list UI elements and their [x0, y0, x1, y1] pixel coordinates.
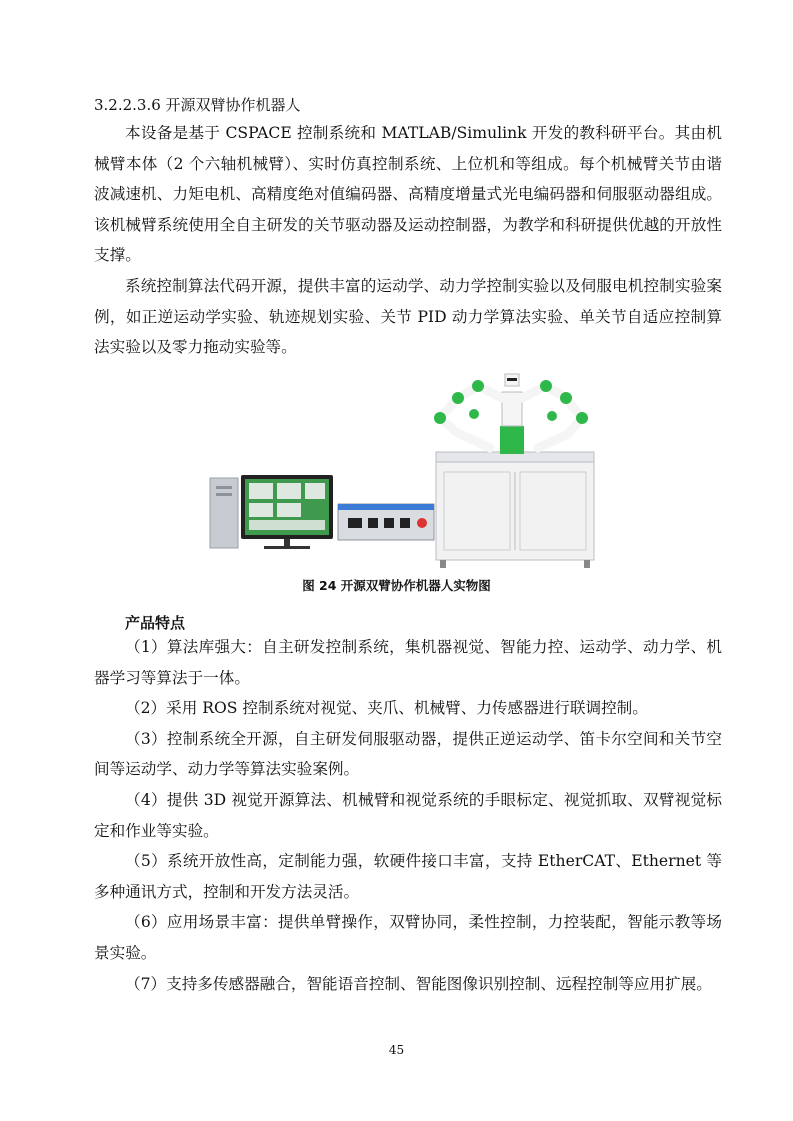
figure-caption: 图 24 开源双臂协作机器人实物图	[302, 578, 491, 593]
intro-paragraph-1: 本设备是基于 CSPACE 控制系统和 MATLAB/Simulink 开发的教科研平台。其由机械臂本体（2 个六轴机械臂）、实时仿真控制系统、上位机和等组成。每个机械臂关节由谐波减速机、力矩电机、高精度绝对值编码器、高精度增量式光电编码器和伺服驱动器组成。该机械臂系统使用全自主研发的关节驱动器及运动控制器，为教学和科研提供优越的开放性支撑。	[94, 124, 722, 265]
product-figure	[208, 368, 598, 570]
feature-item: （5）系统开放性高，定制能力强，软硬件接口丰富，支持 EtherCAT、Ethernet 等多种通讯方式，控制和开发方法灵活。	[94, 852, 722, 901]
intro-text	[94, 118, 722, 363]
pc-tower	[210, 478, 238, 548]
feature-item: （2）采用 ROS 控制系统对视觉、夹爪、机械臂、力传感器进行联调控制。	[125, 699, 648, 718]
feature-item: （6）应用场景丰富：提供单臂操作，双臂协同，柔性控制，力控装配，智能示教等场景实验。	[94, 913, 722, 962]
feature-item: （4）提供 3D 视觉开源算法、机械臂和视觉系统的手眼标定、视觉抓取、双臂视觉标定和作业等实验。	[94, 790, 722, 840]
feature-item: （7）支持多传感器融合，智能语音控制、智能图像识别控制、远程控制等应用扩展。	[125, 974, 712, 993]
feature-item: （3）控制系统全开源，自主研发伺服驱动器，提供正逆运动学、笛卡尔空间和关节空间等运动学、动力学等算法实验案例。	[94, 729, 722, 779]
cabinet	[436, 452, 594, 568]
features-heading: 产品特点	[125, 614, 186, 632]
controller-box	[338, 504, 434, 540]
feature-item: （1）算法库强大：自主研发控制系统，集机器视觉、智能力控、运动学、动力学、机器学习等算法于一体。	[94, 638, 722, 687]
page-number: 45	[388, 1043, 405, 1057]
intro-paragraph-2: 系统控制算法代码开源，提供丰富的运动学、动力学控制实验以及伺服电机控制实验案例，如正逆运动学实验、轨迹规划实验、关节 PID 动力学算法实验、单关节自适应控制算法实验以及零力拖动实验等。	[94, 276, 722, 357]
monitor	[241, 475, 333, 549]
dual-arm-robot	[434, 374, 588, 454]
section-heading: 3.2.2.3.6 开源双臂协作机器人	[94, 96, 301, 114]
features-list	[94, 632, 722, 999]
